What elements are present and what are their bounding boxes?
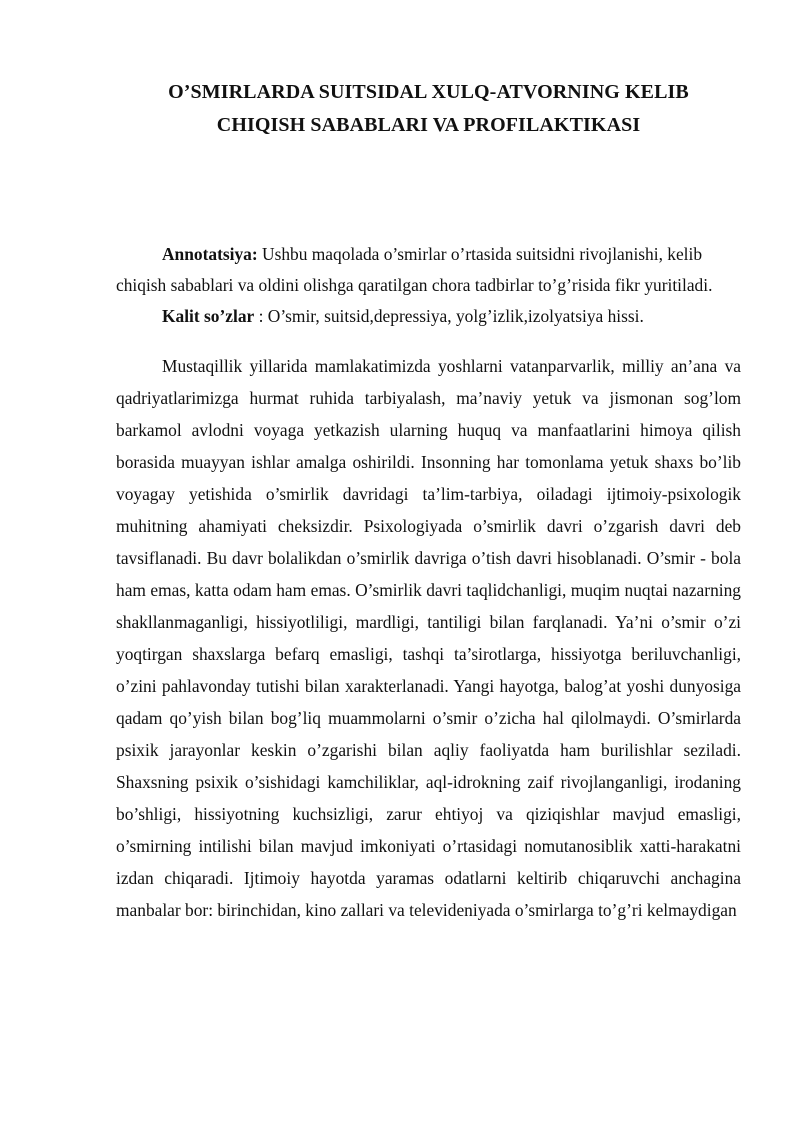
keywords-paragraph — [116, 301, 741, 332]
annotation-text: Ushbu maqolada o’smirlar o’rtasida suitsidni rivojlanishi, kelib chiqish sabablari va oldini olishga qaratilgan chora tadbirlar to’g’risida fikr yuritiladi. — [116, 244, 713, 295]
annotation-label: Annotatsiya: — [162, 244, 258, 264]
keywords-text: : O’smir, suitsid,depressiya, yolg’izlik,izolyatsiya hissi. — [254, 306, 644, 326]
paper-title-line-1: O’SMIRLARDA SUITSIDAL XULQ-ATVORNING KELIB — [168, 81, 689, 103]
annotation-paragraph — [116, 239, 741, 301]
keywords-label: Kalit so’zlar — [162, 306, 255, 326]
paper-title-line-2: CHIQISH SABABLARI VA PROFILAKTIKASI — [216, 114, 641, 136]
body-paragraph: Mustaqillik yillarida mamlakatimizda yoshlarni vatanparvarlik, milliy an’ana va qadriyatlarimizga hurmat ruhida tarbiyalash, ma’naviy yetuk va jismonan sog’lom barkamol avlodni voyaga yetkazish ularning huquq va manfaatlarini himoya qilish borasida muayyan ishlar amalga oshirildi. Insonning har tomonlama yetuk shaxs bo’lib voyagay yetishida o’smirlik davridagi ta’lim-tarbiya, oiladagi ijtimoiy-psixologik muhitning ahamiyati cheksizdir. Psixologiyada o’smirlik davri o’zgarish davri deb tavsiflanadi. Bu davr bolalikdan o’smirlik davriga o’tish davri hisoblanadi. O’smir - bola ham emas, katta odam ham emas. O’smirlik davri taqlidchanligi, muqim nuqtai nazarning shakllanmaganligi, hissiyotliligi, mardligi, tantiligi bilan farqlanadi. Ya’ni o’smir o’zi yoqtirgan shaxslarga befarq emasligi, tashqi ta’sirotlarga, hissiyotga beriluvchanligi, o’zini pahlavonday tutishi bilan xarakterlanadi. Yangi hayotga, balog’at yoshi dunyosiga qadam qo’yish bilan bog’liq muammolarni o’smir o’zicha hal qilolmaydi. O’smirlarda psixik jarayonlar keskin o’zgarishi bilan aqliy faoliyatda ham burilishlar seziladi. Shaxsning psixik o’sishidagi kamchiliklar, aql-idrokning zaif rivojlanganligi, irodaning bo’shligi, hissiyotning kuchsizligi, zarur ehtiyoj va qiziqishlar mavjud emasligi, o’smirning intilishi bilan mavjud imkoniyati o’rtasidagi nomutanosiblik xatti-harakatni izdan chiqaradi. Ijtimoiy hayotda yaramas odatlarni keltirib chiqaruvchi anchagina manbalar bor: birinchidan, kino zallari va televideniyada o’smirlarga to’g’ri kelmaydigan — [116, 356, 741, 920]
paper-title — [116, 76, 741, 142]
